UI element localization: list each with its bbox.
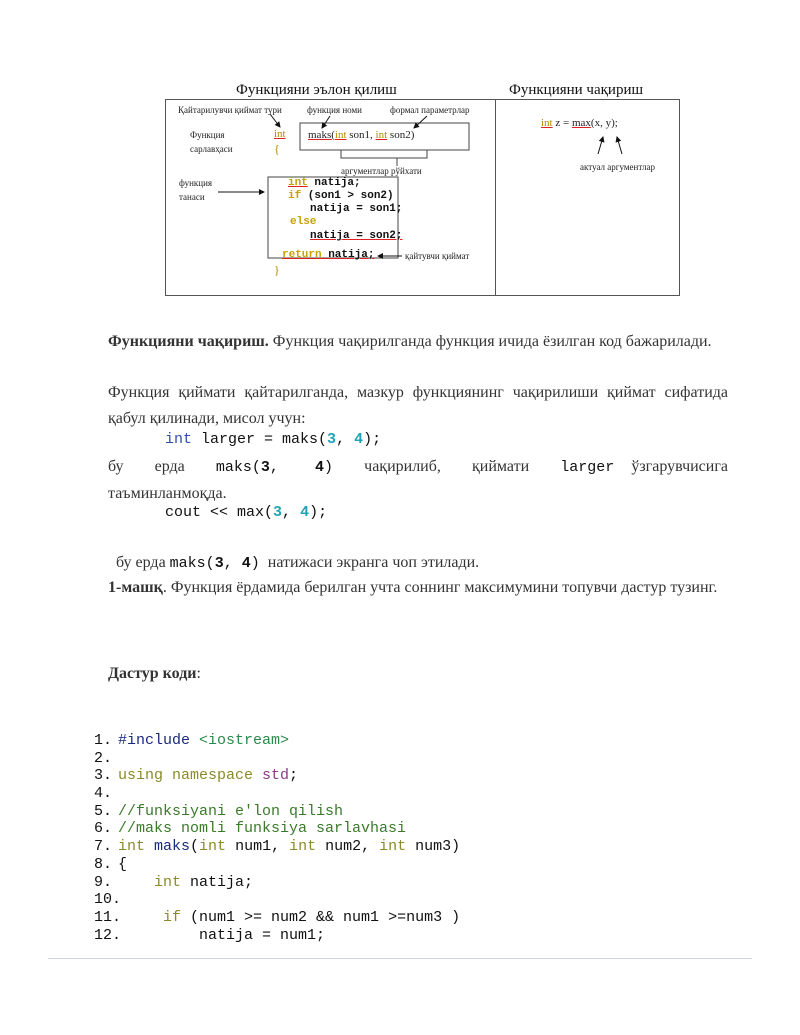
p3-a: бу ерда	[108, 458, 216, 475]
code-heading	[108, 661, 728, 687]
ex2-a: cout << max(	[165, 504, 274, 521]
p3-code-b: ,	[269, 459, 316, 476]
line-number: 10.	[94, 891, 122, 909]
p3-n2: 4	[315, 459, 325, 476]
paragraph-explain-1	[108, 454, 728, 507]
l9-r: natija;	[181, 873, 254, 891]
code-line	[94, 803, 460, 821]
body-line-6	[282, 249, 374, 261]
p3-code-larger: larger	[560, 459, 615, 476]
line-number: 4.	[94, 785, 113, 803]
l7-c: num2,	[316, 838, 380, 856]
call-code	[541, 117, 618, 129]
call-fn: max	[571, 117, 591, 129]
p3-code-a: maks(	[215, 459, 261, 476]
paragraph-return-value: Функция қиймати қайтарилганда, мазкур функциянинг чақирилиши қиймат сифатида қабул қилинади, мисол учун:	[108, 384, 728, 427]
line-number: 6.	[94, 820, 113, 838]
l3-b: std	[262, 767, 290, 785]
body-line-3: natija = son1;	[310, 203, 403, 215]
code-line	[94, 785, 460, 803]
actual-args-label: актуал аргументлар	[580, 162, 656, 172]
l7-t2: int	[199, 838, 227, 856]
ex1-kw: int	[165, 431, 193, 448]
p3-c: ўзгарувчисига таъминланмоқда.	[108, 458, 729, 502]
l3-a: using namespace	[118, 767, 263, 785]
line-number: 12.	[94, 926, 122, 944]
ex2-n1: 3	[273, 504, 283, 521]
header-int: int	[274, 128, 286, 140]
l6-comment: //maks nomli funksiya sarlavhasi	[118, 820, 407, 838]
body-line-2	[288, 190, 394, 202]
l11-r: (num1 >= num2 && num1 >=num3 )	[181, 908, 461, 926]
task-text: . Функция ёрдамида берилган учта соннинг максимумини топувчи дастур тузинг.	[162, 579, 718, 596]
body-l6-rest: natija;	[321, 249, 375, 261]
sig-mid: son1,	[346, 129, 376, 141]
return-value-label: қайтувчи қиймат	[405, 251, 470, 261]
return-type-label: Қайтарилувчи қиймат тури	[178, 105, 282, 115]
p3-n1: 3	[260, 459, 270, 476]
body-line-4: else	[290, 216, 317, 228]
sig-name: maks(	[308, 129, 335, 141]
l11-kw: if	[163, 908, 182, 926]
p4-code-c: )	[250, 555, 260, 572]
call-rest-1: z =	[552, 117, 572, 129]
code-listing	[94, 732, 460, 944]
calling-heading: Функцияни чақириш.	[108, 333, 269, 350]
body-line-5: natija = son2;	[310, 230, 403, 242]
body-label-1: функция	[179, 178, 213, 188]
ex2-n2: 4	[300, 504, 310, 521]
header-label-1: Функция	[190, 130, 225, 140]
l7-a: (	[190, 838, 200, 856]
task-heading: 1-машқ	[108, 579, 163, 596]
ex1-n1: 3	[327, 431, 337, 448]
ex1-b: ,	[336, 431, 355, 448]
body-l1-rest: natija;	[307, 177, 361, 189]
line-number: 5.	[94, 802, 113, 820]
code-line	[94, 732, 460, 750]
l1-pp: #include	[118, 732, 200, 749]
line-number: 3.	[94, 767, 113, 785]
body-brace-close: }	[274, 263, 280, 277]
body-l1-kw: int	[288, 177, 308, 189]
ex2-b: ,	[282, 504, 301, 521]
code-heading-colon: :	[196, 665, 201, 682]
code-line	[94, 820, 460, 838]
body-l2-rest: (son1 > son2)	[301, 190, 394, 202]
l7-t3: int	[289, 838, 317, 856]
code-line	[94, 750, 460, 768]
l8: {	[118, 855, 128, 873]
line-number: 8.	[94, 855, 113, 873]
example-1	[165, 431, 381, 448]
paragraph-explain-2	[108, 524, 728, 577]
figure-right-title: Функцияни чақириш	[509, 82, 644, 98]
ex2-c: );	[309, 504, 328, 521]
l1-inc: <iostream>	[199, 732, 290, 749]
code-line	[94, 909, 460, 927]
func-name-label: функция номи	[307, 105, 362, 115]
code-line	[94, 874, 460, 892]
formal-params-label: формал параметрлар	[390, 105, 470, 115]
line-number: 9.	[94, 873, 113, 891]
ex1-c: );	[363, 431, 382, 448]
body-label-2: танаси	[179, 192, 205, 202]
p4-b: натижаси экранга чоп этилади.	[259, 554, 480, 571]
body-line-1	[288, 177, 361, 189]
line-number: 2.	[94, 749, 113, 767]
call-rest-2: (x, y);	[590, 117, 618, 129]
code-line	[94, 927, 460, 945]
code-heading-text: Дастур коди	[108, 665, 197, 682]
page-divider	[48, 958, 752, 959]
param-list-label: аргументлар рўйхати	[341, 166, 422, 176]
line-number: 1.	[94, 732, 113, 749]
call-kw: int	[541, 117, 553, 129]
sig-int-2: int	[375, 129, 388, 141]
paragraph-task	[108, 575, 728, 601]
code-line	[94, 838, 460, 856]
l3-c: ;	[289, 767, 299, 785]
code-line	[94, 767, 460, 785]
p3-b: чақирилиб, қиймати	[333, 458, 561, 475]
body-l2-kw: if	[288, 190, 302, 202]
example-2	[165, 504, 327, 521]
paragraph-calling	[108, 329, 728, 355]
p4-n2: 4	[241, 555, 251, 572]
l9-t: int	[154, 873, 182, 891]
line-number: 7.	[94, 838, 113, 856]
header-brace: {	[274, 142, 280, 156]
line-number: 11.	[94, 908, 122, 926]
header-signature	[308, 129, 414, 141]
sig-end: son2)	[387, 129, 415, 141]
ex1-n2: 4	[354, 431, 364, 448]
body-l6-kw: return	[282, 249, 322, 261]
ex1-a: larger = maks(	[192, 431, 328, 448]
p3-code-c: )	[324, 459, 334, 476]
code-line	[94, 891, 460, 909]
p4-a: бу ерда	[116, 554, 170, 571]
p4-code-a: maks(	[169, 555, 215, 572]
l7-t1: int	[118, 838, 155, 856]
code-line	[94, 856, 460, 874]
l12: natija = num1;	[199, 926, 326, 944]
l7-t4: int	[379, 838, 407, 856]
p4-n1: 3	[214, 555, 224, 572]
header-label-2: сарлавҳаси	[190, 144, 233, 154]
l7-fn: maks	[154, 838, 191, 856]
p4-code-b: ,	[223, 555, 242, 572]
l7-d: num3)	[406, 838, 461, 856]
sig-int-1: int	[334, 129, 347, 141]
figure-left-title: Функцияни эълон қилиш	[236, 82, 397, 98]
l5-comment: //funksiyani e'lon qilish	[118, 802, 344, 820]
calling-text: Функция чақирилганда функция ичида ёзилган код бажарилади.	[268, 333, 712, 350]
l7-b: num1,	[226, 838, 290, 856]
